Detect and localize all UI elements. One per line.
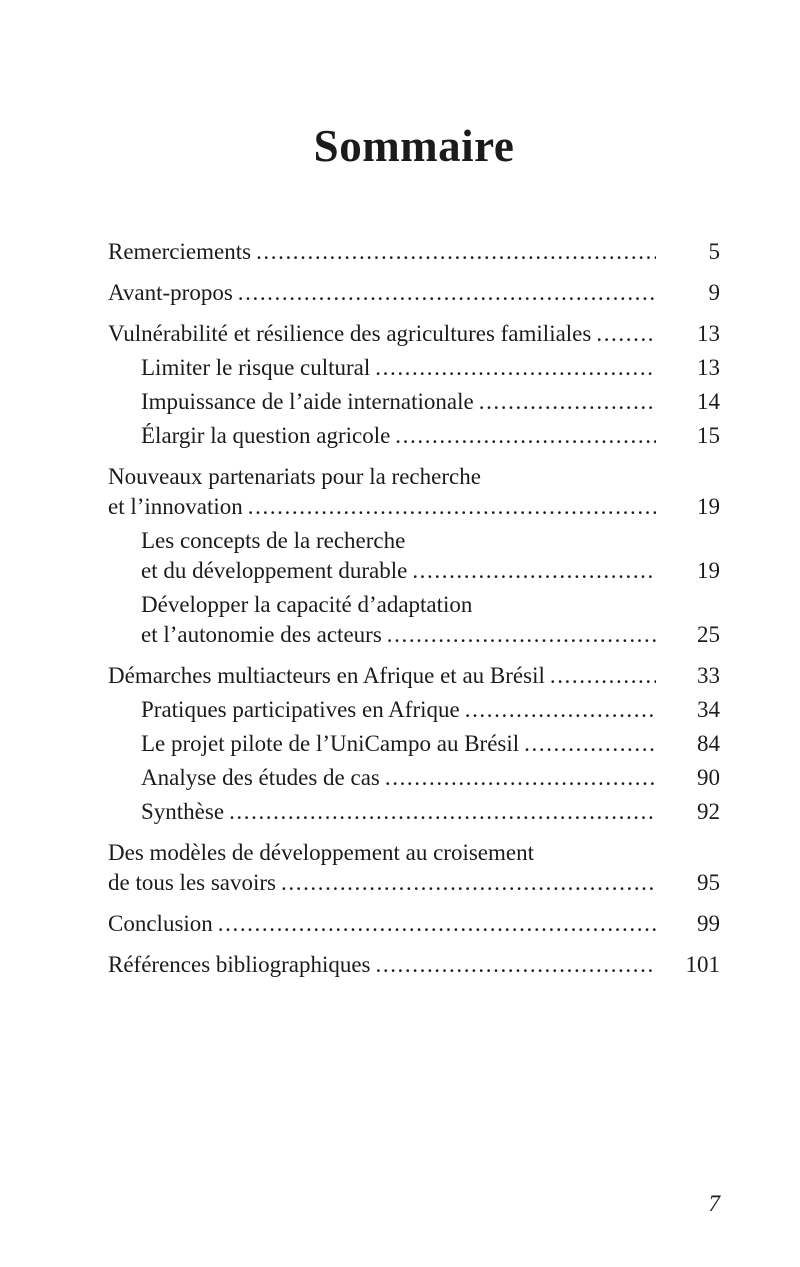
toc-entry-continuation — [108, 871, 720, 895]
toc-entry — [108, 698, 720, 722]
toc-entry-label: Élargir la question agricole — [141, 423, 391, 448]
toc-page-number: 92 — [697, 799, 720, 824]
toc-page-number: 101 — [685, 952, 720, 977]
toc-entry — [108, 465, 720, 489]
page-title: Sommaire — [313, 121, 515, 172]
toc-entry-label: et l’autonomie des acteurs — [141, 622, 382, 647]
toc-entry-label: Analyse des études de cas — [141, 765, 380, 790]
toc-leader-dots — [519, 732, 656, 756]
toc-page-number: 19 — [697, 558, 720, 583]
toc-entry-label: de tous les savoirs — [108, 870, 277, 895]
toc-entry-label: Avant-propos — [108, 280, 233, 305]
toc-page-number: 13 — [697, 321, 720, 346]
toc-page-number: 99 — [697, 911, 720, 936]
toc-entry-label: Vulnérabilité et résilience des agricultures familiales — [108, 321, 592, 346]
toc-page-number: 90 — [697, 765, 720, 790]
toc-entry-label: Impuissance de l’aide internationale — [141, 389, 474, 414]
toc-leader-dots — [591, 322, 656, 346]
toc-page-number: 15 — [697, 423, 720, 448]
toc-entry-continuation — [108, 623, 720, 647]
toc-leader-dots — [545, 664, 656, 688]
toc-entry-label: Synthèse — [141, 799, 225, 824]
toc-leader-dots — [407, 559, 656, 583]
toc-entry — [108, 240, 720, 264]
toc-page-number: 34 — [697, 697, 720, 722]
toc-entry — [108, 356, 720, 380]
toc-entry — [108, 390, 720, 414]
toc-page-number: 25 — [697, 622, 720, 647]
toc-leader-dots — [224, 800, 656, 824]
toc-leader-dots — [233, 281, 656, 305]
toc-entry-label: Développer la capacité d’adaptation — [141, 592, 473, 617]
toc-entry — [108, 800, 720, 824]
toc-entry-label: Nouveaux partenariats pour la recherche — [108, 464, 481, 489]
toc-entry-label: Les concepts de la recherche — [141, 528, 406, 553]
toc-leader-dots — [390, 424, 656, 448]
toc-page-number: 5 — [708, 239, 720, 264]
toc-entry-continuation — [108, 495, 720, 519]
toc-entry-label: et du développement durable — [141, 558, 408, 583]
toc-leader-dots — [251, 240, 656, 264]
toc-leader-dots — [382, 623, 656, 647]
toc-entry-label: Des modèles de développement au croisement — [108, 840, 534, 865]
toc-entry — [108, 529, 720, 553]
toc-page-number: 9 — [708, 280, 720, 305]
toc-entry — [108, 766, 720, 790]
toc-entry — [108, 593, 720, 617]
toc-entry-label: Références bibliographiques — [108, 952, 371, 977]
toc-entry-label: Pratiques participatives en Afrique — [141, 697, 460, 722]
toc-entry-label: Démarches multiacteurs en Afrique et au Brésil — [108, 663, 545, 688]
toc-entry — [108, 664, 720, 688]
toc-entry — [108, 841, 720, 865]
toc-page-number: 13 — [697, 355, 720, 380]
toc-leader-dots — [460, 698, 656, 722]
toc-page-number: 14 — [697, 389, 720, 414]
toc-page-number: 33 — [697, 663, 720, 688]
toc-entry — [108, 912, 720, 936]
toc-entry — [108, 281, 720, 305]
page-number-folio: 7 — [708, 1191, 720, 1216]
toc-leader-dots — [370, 356, 656, 380]
toc-leader-dots — [243, 495, 656, 519]
toc-leader-dots — [474, 390, 656, 414]
toc-leader-dots — [380, 766, 656, 790]
toc-entry-label: Le projet pilote de l’UniCampo au Brésil — [141, 731, 520, 756]
toc-leader-dots — [213, 912, 656, 936]
toc-list — [108, 240, 720, 977]
toc-entry-label: Conclusion — [108, 911, 213, 936]
toc-page-number: 19 — [697, 494, 720, 519]
toc-page-number: 84 — [697, 731, 720, 756]
toc-entry — [108, 424, 720, 448]
toc-entry-label: et l’innovation — [108, 494, 243, 519]
toc-entry — [108, 732, 720, 756]
toc-entry-label: Remerciements — [108, 239, 252, 264]
toc-page-number: 95 — [697, 870, 720, 895]
toc-leader-dots — [371, 953, 657, 977]
toc-entry — [108, 322, 720, 346]
toc-entry — [108, 953, 720, 977]
toc-leader-dots — [276, 871, 656, 895]
toc-entry-label: Limiter le risque cultural — [141, 355, 371, 380]
toc-entry-continuation — [108, 559, 720, 583]
